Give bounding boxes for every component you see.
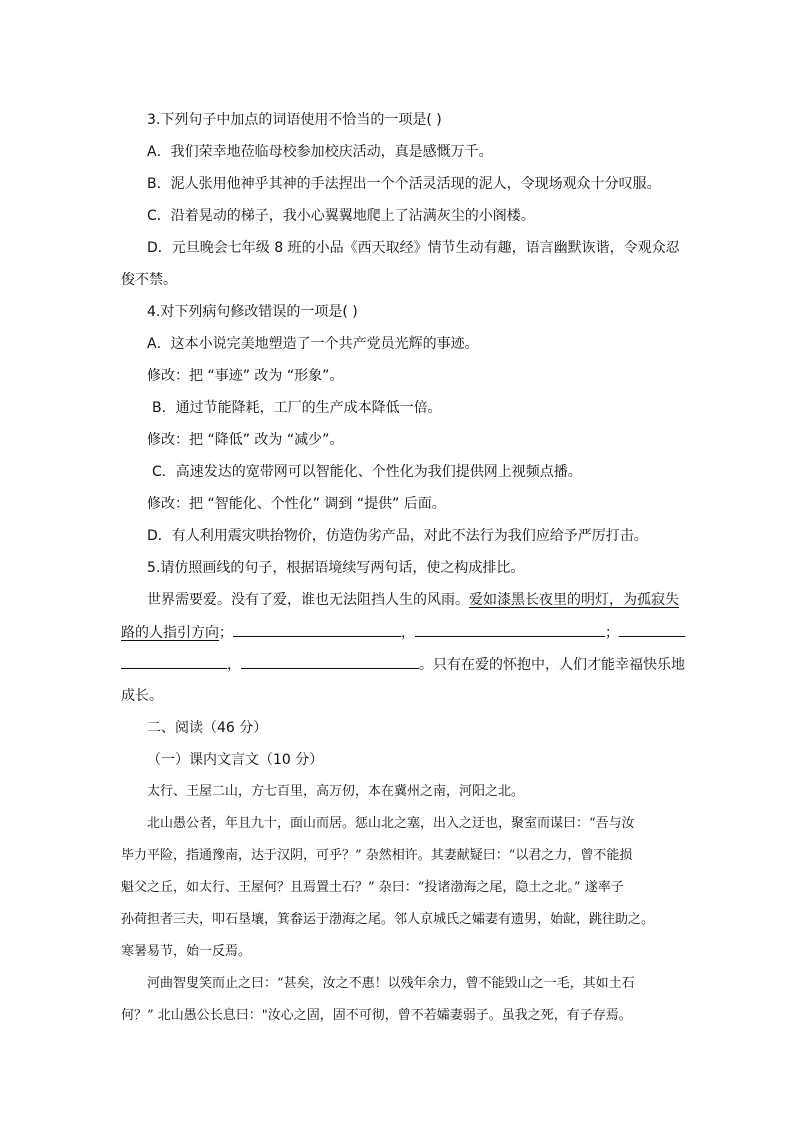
question-4-option-b-fix: 修改：把 “降低” 改为 “减少”。 [147,432,344,448]
question-3-option-b: B．泥人张用他神乎其神的手法捏出一个个活灵活现的泥人，令现场观众十分叹服。 [147,176,661,192]
question-4-option-a-fix: 修改：把 “事迹” 改为 “形象”。 [147,368,344,384]
passage-paragraph-2-line5: 寒暑易节，始一反焉。 [121,944,252,959]
question-5-comma-2: ， [227,657,241,673]
answer-blank-2[interactable] [415,622,605,637]
passage-paragraph-3-line2: 何？” 北山愚公长息曰："汝心之固，固不可彻，曾不若孀妻弱子。虽我之死，有子存焉。 [121,1008,632,1023]
question-5-intro: 世界需要爱。没有了爱，谁也无法阻挡人生的风雨。 [147,592,469,608]
question-5-context-line3 [121,654,685,675]
question-4-option-c-fix: 修改：把 “智能化、个性化” 调到 “提供” 后面。 [147,496,446,512]
question-5-comma-1: ， [401,625,415,641]
question-5-context-line1 [147,590,679,610]
question-5-end: 成长。 [121,688,163,704]
question-4-option-a: A．这本小说完美地塑造了一个共产党员光辉的事迹。 [147,336,479,352]
question-5-semicolon-2: ； [605,625,619,641]
question-4-option-b: B．通过节能降耗，工厂的生产成本降低一倍。 [152,400,442,416]
answer-blank-5[interactable] [241,654,419,669]
answer-blank-3[interactable] [619,622,685,637]
question-4-option-c: C．高速发达的宽带网可以智能化、个性化为我们提供网上视频点播。 [152,464,582,480]
passage-paragraph-2-line4: 孙荷担者三夫，叩石垦壤，箕畚运于渤海之尾。邻人京城氏之孀妻有遗男，始龀，跳往助之。 [121,912,655,927]
question-5-underlined-part1: 爱如漆黑长夜里的明灯，为孤寂失 [469,592,679,608]
answer-blank-1[interactable] [233,622,401,637]
question-3-option-c: C．沿着晃动的梯子，我小心翼翼地爬上了沾满灰尘的小阁楼。 [147,208,535,224]
passage-paragraph-2-line3: 魁父之丘，如太行、王屋何？且焉置土石？” 杂曰：“投诸渤海之尾，隐土之北。” 遂率子 [121,880,624,895]
question-3-option-d-line2: 俊不禁。 [121,272,177,288]
question-5-tail: 。只有在爱的怀抱中，人们才能幸福快乐地 [419,657,685,673]
section-2-title: 二、阅读（46 分） [147,720,268,736]
passage-paragraph-3-line1: 河曲智叟笑而止之曰：“甚矣，汝之不惠！以残年余力，曾不能毁山之一毛，其如土石 [147,976,635,991]
passage-paragraph-1: 太行、王屋二山，方七百里，高万仞，本在冀州之南，河阳之北。 [147,784,525,799]
question-3-option-a: A．我们荣幸地莅临母校参加校庆活动，真是感慨万千。 [147,144,493,160]
question-4-option-d: D．有人利用震灾哄抬物价，仿造伪劣产品，对此不法行为我们应给予严厉打击。 [147,528,648,544]
question-5-context-line2 [121,622,685,643]
question-3-option-d-line1: D．元旦晚会七年级 8 班的小品《西天取经》情节生动有趣，语言幽默诙谐，令观众忍 [147,240,680,256]
answer-blank-4[interactable] [121,654,227,669]
question-3-stem: 3.下列句子中加点的词语使用不恰当的一项是( ) [147,112,442,128]
question-4-stem: 4.对下列病句修改错误的一项是( ) [147,304,358,320]
passage-paragraph-2-line1: 北山愚公者，年且九十，面山而居。惩山北之塞，出入之迂也，聚室而谋曰：“吾与汝 [147,816,635,831]
passage-paragraph-2-line2: 毕力平险，指通豫南，达于汉阴，可乎？” 杂然相许。其妻献疑曰：“以君之力，曾不能损 [121,848,633,863]
question-5-semicolon-1: ； [219,625,233,641]
section-2-subtitle-1: （一）课内文言文（10 分） [147,752,324,768]
question-5-stem: 5.请仿照画线的句子，根据语境续写两句话，使之构成排比。 [147,560,525,576]
question-5-underlined-part2: 路的人指引方向 [121,625,219,641]
